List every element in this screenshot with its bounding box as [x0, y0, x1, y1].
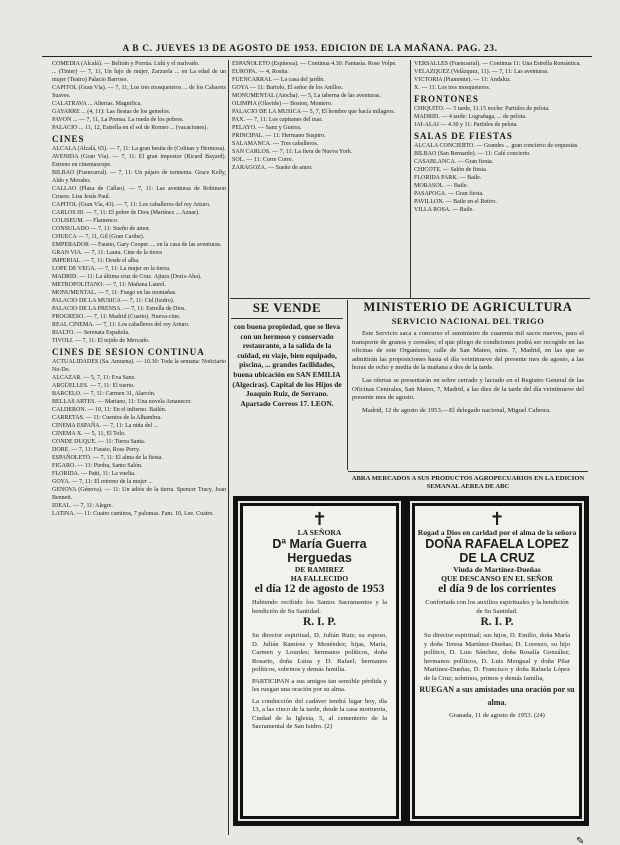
cinema-entry: COLISEUM. — Flamenco.: [52, 218, 119, 224]
cinema-entry: MADRID. — 11: La última cruz de Cruz. Ajtura (Doris-Aba).: [52, 274, 202, 280]
cinema-entry: GRAN VIA. — 7, 11: Laura. Cine de la tierra: [52, 250, 162, 256]
listing-entry: ... (Tinter) — 7, 11, Un lujo de mujer, Zarzuela ... en La edad de un mujer (Teatro) Palacio Barroso.: [52, 69, 226, 83]
obit2-rip: R. I. P.: [480, 616, 514, 628]
header-rule: [42, 56, 592, 57]
fronton-entry: MADRID. — 4 tarde: Lograñaga, ... de pelota.: [414, 114, 527, 120]
cinema-entry: GENOVA (Génova). — 11: Un adiós de la tierra. Spencer Tracy, Joan Bennett.: [52, 487, 226, 501]
cinema-entry: BELLAS ARTES. — Mariano, 11: Una novela Amanecer.: [52, 399, 192, 405]
obit1-line2: DE RAMIREZ: [294, 565, 345, 574]
listing-entry: COMEDIA (Alcalá). — Beltrán y Porrúa. Lulú y el malvado.: [52, 61, 200, 67]
cinema-entry: CALLAO (Plaza de Callao). — 7, 11: Las aventuras de Robinson Crusoe. Lisa Jesús Paul.: [52, 186, 226, 200]
sala-entry: CHICOTE. — Salón de fiesta.: [414, 167, 488, 173]
cinema-entry: REAL CINEMA. — 7, 11: Los caballeros del rey Arturo.: [52, 322, 190, 328]
cinema-entry: TIVOLI. — 7, 11: El tejido de Mercado.: [52, 338, 150, 344]
cinema-entry: ARGÜELLES. — 7, 11: El tuerto.: [52, 383, 135, 389]
sala-entry: MORASOL. — Baile.: [414, 183, 468, 189]
cinema-entry: IDEAL. — 7, 11: Alegre.: [52, 503, 113, 509]
column-divider: [228, 60, 229, 835]
obit2-sacraments: Confortada con los auxilios espirituales y la bendición de Su Santidad.: [425, 599, 569, 615]
obit2-ruegan: RUEGAN a sus amistades una oración por su alma.: [419, 685, 575, 707]
cinema-entry: EMPERADOR — Fausto, Gary Cooper. ... en la casa de las aventuras.: [52, 242, 222, 248]
salas-heading: SALAS DE FIESTAS: [414, 131, 513, 141]
ministerio-subtitle: SERVICIO NACIONAL DEL TRIGO: [391, 316, 545, 326]
cinema-entry: CALDERON. — 10, 11: En el infierno. Bailén.: [52, 407, 167, 413]
obit2-line2: Viuda de Martínez-Dueñas: [453, 565, 541, 574]
listing-entry: PRINCIPAL. — 11: Hermano Suspiro.: [232, 133, 326, 139]
listing-entry: PALACIO DE LA MUSICA — 5, 7, El hombre que hacía milagros.: [232, 109, 396, 115]
column-divider: [410, 60, 411, 298]
sala-entry: FLORIDA PARK. — Baile.: [414, 175, 482, 181]
continuous-cinemas-listings: [52, 358, 226, 486]
sala-entry: BILBAO (San Bernardo). — 11: Café concierto.: [414, 151, 531, 157]
obit1-conduction: La conducción del cadáver tendrá lugar hoy, día 13, a las cinco de la tarde, desde la casa mortuoria, Ciudad de la Iglesia, 5, al cementerio de la Sacramental de San Isidro. (2): [252, 697, 387, 730]
cinema-entry: CARLOS III. — 7, 11: El pobre de Dios (Martínez ... Aznar).: [52, 210, 200, 216]
listing-entry: FUENCARRAL — La casa del jardín.: [232, 77, 325, 83]
theatre-listings-continued: [232, 60, 408, 172]
listing-entry: SALAMANCA. — Tres caballeros.: [232, 141, 319, 147]
obit1-family: Su director espiritual, D. Julián Ruiz; su esposo, D. Julián Ramírez y Menéndez; hijas, María, Carmen y Lourdes; hermanos políticos, doña Rosario, doña Luisa y D. Rafael; hermanos políticos, sobrinos y demás familia.: [252, 632, 387, 673]
listing-entry: SAN CARLOS. — 7, 11: La fiera de Nueva York.: [232, 149, 353, 155]
obit1-line3: HA FALLECIDO: [290, 574, 349, 583]
se-vende-text: con buena propiedad, que se lleva con un hermoso y conservado restaurante, a la salida de la cuidad, en viaje, bien equipado, piscina, ... grandes facilidades, buena ubicación en SAN EMILIA (Algeciras). Capital de los Hijos de Joaquín Ruiz, de Serrano. Apartado Correos 17. LEON.: [232, 322, 342, 408]
cinema-entry: BILBAO (Fuencarral). — 7, 11: Un pájaro de tormenta. Grace Kelly, Aldo y Morales.: [52, 170, 226, 184]
cinema-entry: LOPE DE VEGA. — 7, 11: La mujer en la tierra.: [52, 266, 171, 272]
cinema-entry: CINEMA ESPAÑA. — 7, 11: La niña del ...: [52, 423, 159, 429]
obit2-line3: QUE DESCANSO EN EL SEÑOR: [441, 574, 553, 583]
sala-entry: ALCALA CONCIERTO. — Grandes ... gran concierto de orquestas.: [414, 143, 579, 149]
listing-entry: GOYA — 11: Bartolo, El señor de los Anillos.: [232, 85, 344, 91]
obit2-date: el día 9 de los corrientes: [438, 583, 556, 595]
cinema-entry: MONUMENTAL. — 7, 11: Fuego en las montañas.: [52, 290, 177, 296]
theatre-listings: [52, 60, 226, 132]
fronton-entry: JAI-ALAI — 4.30 y 11: Partidos de pelota.: [414, 122, 518, 128]
section-rule: [230, 298, 590, 299]
pencil-mark: ✎: [576, 836, 585, 845]
listing-entry: VELAZQUEZ (Velázquez, 11). — 7, 11: Las aventuras.: [414, 69, 549, 75]
listing-entry: MONUMENTAL (Atocha). — 5, La taberna de las aventuras.: [232, 93, 381, 99]
cinema-listings-continued: [414, 60, 590, 92]
listing-entry: VERSALLES (Fuencarral). — Continua 11: Una Estrella Romántica.: [414, 61, 581, 67]
obit1-name: Dª María Guerra Herguedas: [272, 537, 367, 565]
cinema-entry: CAPITOL (Gran Vía, 43). — 7, 11: Los caballeros del rey Arturo.: [52, 202, 211, 208]
frontones-heading: FRONTONES: [414, 94, 479, 104]
cines-listings: [52, 145, 226, 345]
ministerio-paragraph-2: Las ofertas se presentarán en sobre cerrado y lacrado en el Registro General de las Oficinas Centrales, San Mateo, 7, Madrid, a las diez de la tarde del día veintinueve del presente mes de agosto.: [352, 376, 584, 402]
listing-entry: PAVON ... — 7, 11, La Prensa. La rueda de los pobres.: [52, 117, 184, 123]
se-vende-title: SE VENDE: [231, 300, 343, 319]
se-vende-ad: [231, 300, 343, 520]
ministerio-signature: Madrid, 12 de agosto de 1953.—El delegado nacional, Miguel Cabrera.: [362, 406, 551, 414]
cinema-entry: METROPOLITANO. — 7, 11: Mañana Laurel.: [52, 282, 166, 288]
cinema-entry: AVENIDA (Gran Vía). — 7, 11: El gran impostor (Ricard Bayard). Estreno en cinemascope.: [52, 154, 226, 168]
sala-entry: CASABLANCA. — Gran fiesta.: [414, 159, 494, 165]
listings-column-1: [52, 60, 226, 830]
ministerio-title: MINISTERIO DE AGRICULTURA: [363, 300, 573, 314]
cinema-entry: RIALTO. — Serenata Española.: [52, 330, 130, 336]
listing-entry: ESPAÑOLETO (Espinosa). — Continua 4.30: Fantasía. Rose Volpe.: [232, 61, 397, 67]
obituary-maria-guerra: [240, 503, 399, 819]
cinema-entry: BARCELO. — 7, 11: Carmen 31, Alarcón.: [52, 391, 156, 397]
obit2-footer: Granada, 11 de agosto de 1953. (24): [449, 712, 545, 719]
cinema-entry: PALACIO DE LA PRENSA. — 7, 11: Estrella de Dios.: [52, 306, 186, 312]
fronton-entry: CHIQUITO. — 5 tarde, 11.15 noche: Partidos de pelota.: [414, 106, 550, 112]
notice-rule: [348, 471, 588, 472]
listing-entry: ZARAGOZA. — Sueño de amor.: [232, 165, 313, 171]
listing-entry: SOL. — 11: Corre Corre.: [232, 157, 294, 163]
listing-entry: X. — 11: Los tres mosqueteros.: [414, 85, 491, 91]
continuous-cinemas-tail: [52, 486, 226, 518]
sala-entry: PAVILLON. — Baile en el Retiro.: [414, 199, 497, 205]
cinema-entry: CONSULADO — 7, 11: Sueño de amor.: [52, 226, 151, 232]
ministerio-paragraph-1: Este Servicio saca a concurso el suministro de cuarenta mil sacos nuevos, para el transporte de granos y cereales; el que pliego de condiciones podrá ser recogido en las oficinas de este Organismo, calle de San Mateo, núm. 7, Madrid, en las que se admitirán las proposiciones hasta el día veintinueve del presente mes de agosto, a las horas de ocho y media de la mañana a dos de la tarde.: [352, 330, 584, 372]
cinema-entry: PALACIO DE LA MUSICA — 7, 11: Cid (Isidro).: [52, 298, 175, 304]
obit1-date: el día 12 de agosto de 1953: [254, 583, 385, 595]
listing-entry: VICTORIA (Piamonte). — 11: Andaluz.: [414, 77, 512, 83]
sala-entry: PASAPOGA. — Gran fiesta.: [414, 191, 484, 197]
cinema-entry: ESPAÑOLETO. — 7, 11: El alma de la fiesta.: [52, 455, 163, 461]
sala-entry: VILLA ROSA. — Baile.: [414, 207, 474, 213]
cinema-entry: GOYA. — 7, 11: El retorno de la mujer ...: [52, 479, 153, 485]
obit2-name-1: DOÑA RAFAELA LOPEZ: [425, 537, 569, 551]
cines-heading: CINES: [52, 134, 85, 144]
cinema-entry: FIGARO. — 11: Piedra, Santo Salón.: [52, 463, 143, 469]
cinema-entry: CINEMA X. — 5, 11, El Tolo.: [52, 431, 126, 437]
listing-entry: CAPITOL (Gran Vía). — 7, 11, Los tres mosqueteros ... de los Cabarets Suaves.: [52, 85, 226, 99]
obituary-rafaela-lopez: [412, 503, 582, 819]
obit2-family: Su director espiritual; sus hijos, D. Emilio, doña María y doña Teresa Martínez-Dueñas; D. Lorenzo, su hijo político, D. Luis Sánchez, doña Rosalía González; hermanos políticos, D. Luis Mengual y doña Pilar Martínez-Dueñas, D. Francisco y doña Rafaela López de la Cruz; sobrinos, primos y demás familia,: [424, 632, 570, 682]
obit1-participan: PARTICIPAN a sus amigos tan sensible pérdida y les ruegan una oración por su alma.: [252, 677, 387, 693]
frontones-listings: [414, 105, 590, 129]
page-header: A B C. JUEVES 13 DE AGOSTO DE 1953. EDICION DE LA MAÑANA. PAG. 23.: [122, 44, 498, 54]
listing-entry: PAX. — 7, 11: Los capitanes del mar.: [232, 117, 323, 123]
obit1-rip: R. I. P.: [302, 616, 337, 628]
listing-entry: PELAYO. — Sanz y Guerra.: [232, 125, 302, 131]
cinema-entry: CONDE DUQUE. — 11: Tierra Santa.: [52, 439, 146, 445]
cinema-entry: ACTUALIDADES (Sa. Amuena). — 10.30: Toda la semana: Noticiario No-Do.: [52, 359, 226, 373]
listings-column-3: [414, 60, 590, 295]
cross-icon: ✝: [489, 509, 505, 529]
salas-listings: [414, 142, 590, 214]
cinema-entry: PROGRESO. — 7, 11: Madrid (Cuarto). Nueva-cine.: [52, 314, 181, 320]
ad-divider: [347, 300, 348, 470]
listing-entry: EUROPA. — 4, Rosita.: [232, 69, 289, 75]
listing-entry: CALATRAVA ... Alterias. Magnifica.: [52, 101, 142, 107]
listing-entry: GAYARRE ... (4, 11): Las fiestas de los gemelos.: [52, 109, 171, 115]
cinema-entry: LATINA. — 11: Cuatro caminos, 7 palomas. Fam. 10, Lee. Cuatro.: [52, 511, 214, 517]
listing-entry: PALACIO ... 11, 12, Estrella en el sol de Romeo ... (vacaciones).: [52, 125, 208, 131]
cross-icon: ✝: [311, 509, 328, 529]
cinema-entry: FLORIDA. — Patti, 11: La vuelta.: [52, 471, 136, 477]
cinema-entry: IMPERIAL. — 7, 11: Desde el alba.: [52, 258, 140, 264]
continuous-cinemas-heading: CINES DE SESION CONTINUA: [52, 347, 205, 357]
cinema-entry: ALCALA (Alcalá, 65). — 7, 11: La gran bestia de (Colinas y Hermosa).: [52, 146, 226, 152]
cinema-entry: CHUECA — 7, 11, Gil (Gran Caribe).: [52, 234, 145, 240]
listing-entry: OLIMPIA (Olavide) — Boston, Montero.: [232, 101, 333, 107]
cinema-entry: CARRETAS. — 11: Cuentos de la Alhambra.: [52, 415, 162, 421]
obit2-intro: Rogad a Dios en caridad por el alma de la señora: [417, 528, 577, 537]
obit1-sacraments: Habiendo recibido los Santos Sacramentos y la bendición de Su Santidad.: [252, 599, 387, 615]
ministerio-notice: [352, 300, 584, 415]
cinema-entry: DORE. — 7, 11: Fausto, Ross Perry.: [52, 447, 141, 453]
abc-edition-note: ABRA MERCADOS A SUS PRODUCTOS AGROPECUARIOS EN LA EDICION SEMANAL AEREA DE ABC: [351, 475, 585, 490]
obit1-intro: LA SEÑORA: [297, 528, 342, 537]
obit2-name-2: DE LA CRUZ: [459, 551, 535, 565]
cinema-entry: ALCAZAR. — 5, 7, 11: Eva Sanz.: [52, 375, 136, 381]
listings-column-2: [232, 60, 408, 295]
